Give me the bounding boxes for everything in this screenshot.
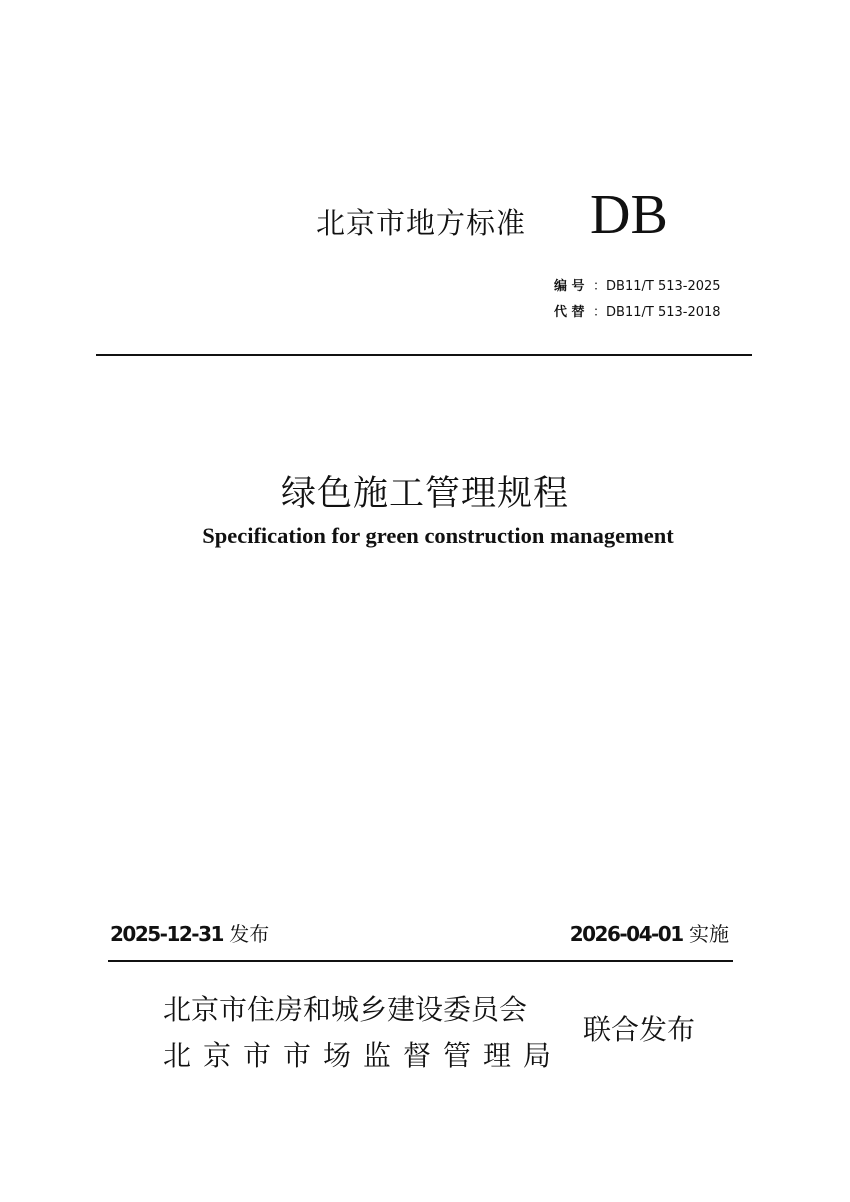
standard-number-row xyxy=(554,275,721,294)
top-divider xyxy=(96,354,752,356)
issue-date: 2025-12-31 xyxy=(110,922,223,946)
issue-label: 发布 xyxy=(229,922,270,946)
joint-publish-label: 联合发布 xyxy=(583,1013,696,1046)
implement-date: 2026-04-01 xyxy=(569,922,683,946)
publisher-second: 北京市市场监督管理局 xyxy=(163,1039,564,1072)
title-english: Specification for green construction management xyxy=(202,523,674,548)
publisher-first: 北京市住房和城乡建设委员会 xyxy=(163,993,528,1026)
issue-date-row xyxy=(110,918,269,947)
implement-label: 实施 xyxy=(689,922,729,946)
standard-type: 北京市地方标准 xyxy=(316,206,527,240)
separator: ： xyxy=(593,305,607,320)
replaces-row xyxy=(554,301,721,320)
implement-date-row xyxy=(570,918,729,947)
separator: ： xyxy=(593,279,607,294)
bottom-divider xyxy=(108,960,733,962)
standard-number-label: 编 号 xyxy=(554,279,585,294)
replaces-label: 代 替 xyxy=(554,305,585,320)
standard-code-prefix: DB xyxy=(590,184,668,246)
standard-number-value: DB11/T 513-2025 xyxy=(606,279,721,294)
title-chinese: 绿色施工管理规程 xyxy=(280,474,569,514)
replaces-value: DB11/T 513-2018 xyxy=(606,305,721,320)
